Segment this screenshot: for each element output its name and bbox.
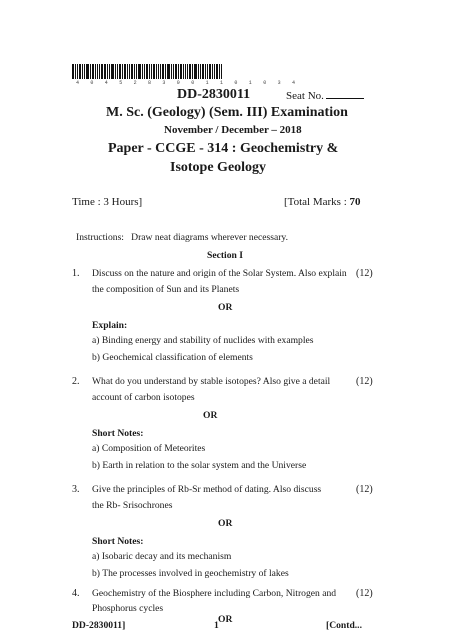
question-text: account of carbon isotopes <box>92 392 195 403</box>
barcode-bar <box>221 64 222 79</box>
subsection-title: Explain: <box>92 320 128 331</box>
barcode-bar <box>124 64 126 79</box>
question-number: 2. <box>72 376 80 387</box>
barcode-bar <box>207 64 208 79</box>
barcode-bar <box>84 64 85 79</box>
barcode-digits: 4 0 4 5 2 8 3 0 0 1 1 0 1 0 3 4 <box>76 80 300 86</box>
barcode-bar <box>167 64 170 79</box>
or-divider: OR <box>218 302 233 313</box>
barcode-bar <box>158 64 159 79</box>
barcode-bar <box>77 64 78 79</box>
barcode-bar <box>205 64 206 79</box>
footer-continued: [Contd... <box>326 620 362 631</box>
question-text: the Rb- Srisochrones <box>92 500 173 511</box>
seat-number-label: Seat No. <box>286 90 364 102</box>
subsection-item: b) Geochemical classification of elements <box>92 352 253 363</box>
subsection-title: Short Notes: <box>92 428 144 439</box>
barcode-bar <box>127 64 128 79</box>
barcode-bar <box>173 64 174 79</box>
barcode <box>72 64 242 79</box>
barcode-bar <box>175 64 177 79</box>
or-divider: OR <box>203 410 218 421</box>
barcode-bar <box>185 64 186 79</box>
question-text: Geochemistry of the Biosphere including Carbon, Nitrogen and <box>92 588 337 599</box>
barcode-bar <box>129 64 130 79</box>
question-text: What do you understand by stable isotopes? Also give a detail <box>92 376 331 387</box>
time-allowed: Time : 3 Hours] <box>72 196 143 208</box>
barcode-bar <box>194 64 197 79</box>
barcode-bar <box>142 64 143 79</box>
barcode-bar <box>171 64 172 79</box>
barcode-bar <box>79 64 81 79</box>
question-number: 3. <box>72 484 80 495</box>
barcode-bar <box>104 64 106 79</box>
barcode-bar <box>97 64 98 79</box>
barcode-bar <box>122 64 123 79</box>
barcode-bar <box>117 64 118 79</box>
question-text: Discuss on the nature and origin of the Solar System. Also explain <box>92 268 347 279</box>
barcode-bar <box>200 64 201 79</box>
question-text: Phosphorus cycles <box>92 603 164 614</box>
barcode-bar <box>134 64 135 79</box>
barcode-bar <box>202 64 204 79</box>
barcode-bar <box>151 64 152 79</box>
question-marks: (12) <box>356 376 373 387</box>
barcode-bar <box>115 64 116 79</box>
barcode-bar <box>192 64 193 79</box>
or-divider: OR <box>218 518 233 529</box>
barcode-bar <box>189 64 191 79</box>
question-text: Give the principles of Rb-Sr method of dating. Also discuss <box>92 484 322 495</box>
barcode-bar <box>72 64 74 79</box>
subsection-item: a) Composition of Meteorites <box>92 443 206 454</box>
barcode-bar <box>216 64 218 79</box>
barcode-bar <box>212 64 213 79</box>
barcode-bar <box>95 64 96 79</box>
exam-session: November / December – 2018 <box>164 124 302 136</box>
barcode-bar <box>180 64 182 79</box>
barcode-bar <box>183 64 184 79</box>
barcode-bar <box>111 64 114 79</box>
barcode-bar <box>119 64 121 79</box>
barcode-bar <box>144 64 145 79</box>
barcode-bar <box>219 64 220 79</box>
barcode-bar <box>162 64 164 79</box>
barcode-bar <box>165 64 166 79</box>
paper-title-line2: Isotope Geology <box>170 160 267 175</box>
paper-code: DD-2830011 <box>177 87 251 102</box>
exam-title: M. Sc. (Geology) (Sem. III) Examination <box>106 105 348 120</box>
barcode-bar <box>149 64 150 79</box>
or-divider: OR <box>218 614 233 625</box>
section-heading: Section I <box>207 250 243 261</box>
barcode-bar <box>90 64 91 79</box>
subsection-item: a) Isobaric decay and its mechanism <box>92 551 232 562</box>
question-marks: (12) <box>356 484 373 495</box>
barcode-bar <box>214 64 215 79</box>
question-text: the composition of Sun and its Planets <box>92 284 240 295</box>
subsection-item: a) Binding energy and stability of nuclides with examples <box>92 335 314 346</box>
barcode-bar <box>146 64 148 79</box>
barcode-bar <box>160 64 161 79</box>
barcode-bar <box>99 64 100 79</box>
barcode-bar <box>187 64 188 79</box>
question-number: 4. <box>72 588 80 599</box>
question-marks: (12) <box>356 588 373 599</box>
seat-number-blank <box>326 98 364 99</box>
total-marks: [Total Marks : 70 <box>284 196 361 208</box>
question-marks: (12) <box>356 268 373 279</box>
paper-title-line1: Paper - CCGE - 314 : Geochemistry & <box>108 141 339 156</box>
barcode-bar <box>82 64 83 79</box>
barcode-bar <box>107 64 108 79</box>
barcode-bar <box>138 64 141 79</box>
question-number: 1. <box>72 268 80 279</box>
footer-code: DD-2830011] <box>72 620 126 631</box>
barcode-bar <box>92 64 94 79</box>
subsection-item: b) Earth in relation to the solar system and the Universe <box>92 460 307 471</box>
barcode-bar <box>198 64 199 79</box>
page-number: 1 <box>214 620 219 631</box>
barcode-bar <box>101 64 103 79</box>
barcode-bar <box>86 64 89 79</box>
subsection-title: Short Notes: <box>92 536 144 547</box>
barcode-bar <box>131 64 133 79</box>
barcode-bar <box>156 64 157 79</box>
barcode-bar <box>75 64 76 79</box>
barcode-bar <box>178 64 179 79</box>
barcode-bar <box>209 64 211 79</box>
barcode-bar <box>136 64 137 79</box>
instructions: Instructions: Draw neat diagrams wherever necessary. <box>76 232 288 243</box>
barcode-bar <box>153 64 155 79</box>
barcode-bar <box>109 64 110 79</box>
subsection-item: b) The processes involved in geochemistry of lakes <box>92 568 289 579</box>
